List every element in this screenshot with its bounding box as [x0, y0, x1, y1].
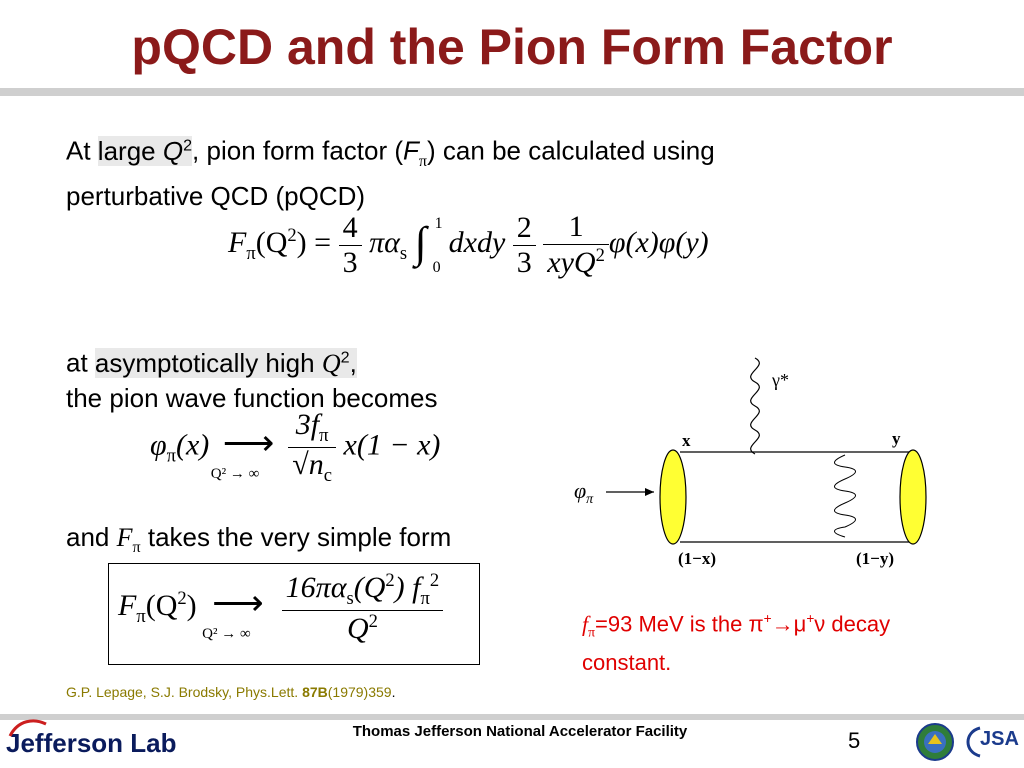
eq3-num-mid: (Q: [353, 571, 386, 604]
footer-divider: [0, 714, 1024, 720]
quark-end-left: [660, 450, 686, 544]
note-plus2: +: [806, 611, 815, 626]
page-title: pQCD and the Pion Form Factor: [131, 19, 893, 75]
eq1-arg-open: (Q: [255, 225, 288, 259]
ref-dot: .: [391, 684, 396, 700]
equation-form-factor-pqcd: [228, 210, 709, 280]
jsa-logo: [962, 722, 1022, 762]
note-plus1: +: [763, 611, 772, 626]
eq1-f3-den-text: xyQ: [547, 246, 596, 279]
ref-volume: 87B: [302, 684, 328, 700]
eq1-s-sub: s: [399, 242, 408, 264]
and-word: and: [66, 522, 117, 552]
doe-seal-icon: [915, 722, 955, 762]
diagram-phi-label: [574, 478, 594, 507]
logo-swoosh-icon: [8, 718, 48, 738]
eq2-limit-arrow: [210, 422, 281, 482]
jsa-text: JSA: [980, 728, 1019, 750]
diagram-phi: φ: [574, 478, 587, 503]
intro-large: large: [97, 135, 163, 166]
note-f-sub: π: [588, 624, 596, 640]
intro-rest2: ) can be calculated using: [427, 135, 715, 166]
logo-text: Jefferson Lab: [6, 728, 177, 758]
note-line2: constant.: [582, 649, 672, 675]
eq3-limit: Q² → ∞: [202, 626, 251, 642]
eq3-num-text: 16πα: [285, 571, 347, 604]
eq3-limit-arrow: [202, 583, 274, 642]
intro-at: At: [66, 135, 98, 166]
eq2-num-text: 3f: [295, 408, 320, 441]
y-label: y: [892, 429, 901, 448]
photon-line: [751, 358, 760, 454]
intro-q: Q: [162, 135, 184, 166]
eq2-den-sub: c: [323, 465, 333, 486]
note-text2: ν decay: [814, 611, 891, 637]
eq1-phis: φ(x)φ(y): [608, 225, 709, 259]
eq1-lhs: F: [228, 225, 247, 259]
eq2-den-text: √n: [292, 448, 324, 481]
intro-paragraph: [66, 128, 966, 213]
equation-asymptotic-form-factor: [118, 570, 443, 646]
eq1-lhs-sub: π: [246, 242, 256, 264]
asym-comma: ,: [349, 347, 357, 378]
note-text1: =93 MeV is the π: [595, 611, 764, 637]
asym-q: Q: [321, 348, 341, 378]
eq1-frac-num: 4: [339, 211, 362, 246]
eq3-den-text: Q: [346, 612, 369, 645]
footer-title: Thomas Jefferson National Accelerator Facility: [352, 723, 688, 740]
asym-line2: the pion wave function becomes: [66, 382, 438, 413]
asym-phrase: asymptotically high: [94, 347, 322, 378]
eq3-num: [282, 570, 444, 611]
jefferson-lab-logo: [6, 728, 177, 759]
intro-rest1: , pion form factor (: [192, 135, 404, 166]
asym-at: at: [66, 347, 95, 378]
and-f: F: [116, 523, 133, 552]
eq3-arrow: ⟶: [212, 583, 264, 623]
eq3-num-tail-sup: 2: [429, 570, 440, 591]
eq1-f3-num: 1: [543, 210, 609, 245]
quark-end-right: [900, 450, 926, 544]
gluon-line: [835, 455, 856, 537]
reference: [66, 684, 395, 700]
eq1-pi-alpha: πα: [369, 225, 400, 259]
ref-tail: (1979)359: [327, 684, 392, 700]
one-minus-y-label: (1−y): [856, 549, 895, 568]
eq2-phi: φ: [150, 428, 167, 462]
eq3-lhs-sub: π: [136, 605, 146, 627]
eq1-f2-num: 2: [513, 211, 536, 246]
intro-f: F: [403, 135, 419, 166]
eq1-dxdy: dxdy: [448, 225, 506, 259]
eq2-frac: [288, 408, 336, 487]
one-minus-x-label: (1−x): [678, 549, 717, 568]
eq1-f3-den: [543, 245, 609, 280]
pion-arrowhead: [645, 488, 654, 496]
eq1-f3-den-sup: 2: [595, 245, 605, 266]
eq3-num-tail-sub: π: [420, 588, 430, 609]
and-rest: takes the very simple form: [140, 522, 452, 552]
intro-line2: perturbative QCD (pQCD): [66, 180, 366, 211]
note-arrow: →μ: [771, 611, 807, 637]
decay-constant-note: [582, 604, 962, 678]
eq1-frac-1-xyq2: [543, 210, 609, 280]
asym-q-sup: 2: [340, 348, 350, 366]
eq3-num-mid-sup: 2: [385, 570, 395, 591]
eq3-den-sup: 2: [368, 611, 378, 632]
eq1-arg-close: ) =: [296, 225, 332, 259]
simple-form-line: [66, 520, 566, 565]
eq3-arg: [146, 589, 197, 622]
eq1-frac-2-3: [513, 211, 536, 280]
eq3-den: [282, 611, 444, 646]
eq1-frac-4-3: [339, 211, 362, 280]
intro-pi: π: [418, 152, 428, 170]
ref-text: G.P. Lepage, S.J. Brodsky, Phys.Lett.: [66, 684, 303, 700]
gamma-label: γ*: [772, 370, 789, 390]
eq1-int-lower: 0: [432, 259, 441, 276]
eq3-arg-close: ): [186, 588, 197, 622]
note-f: f: [582, 611, 589, 637]
intro-q-sup: 2: [183, 136, 193, 154]
eq3-arg-open: (Q: [145, 588, 178, 622]
eq3-frac: [282, 570, 444, 646]
equation-wave-function: [150, 408, 440, 487]
eq2-num: [288, 408, 336, 448]
eq1-f2-den: 3: [516, 245, 532, 279]
eq2-tail: x(1 − x): [343, 428, 441, 462]
eq2-arg: (x): [176, 428, 210, 462]
asymptotic-paragraph: [66, 340, 586, 415]
eq3-num-tail: ) f: [394, 571, 421, 604]
eq2-arrow: ⟶: [222, 422, 275, 463]
eq1-int-upper: 1: [434, 215, 443, 232]
eq3-lhs: F: [118, 588, 137, 622]
title-divider: [0, 88, 1024, 96]
x-label: x: [682, 431, 691, 450]
eq1-int-sign: ∫: [414, 218, 427, 267]
eq2-den: [288, 448, 336, 487]
eq1-integral: [415, 215, 449, 275]
eq2-num-sub: π: [319, 425, 329, 446]
pion-diagram: [560, 350, 960, 580]
eq2-limit: Q² → ∞: [210, 465, 260, 482]
intro-large-q: [98, 136, 192, 166]
eq1-arg: [256, 226, 331, 259]
eq1-frac-den: 3: [342, 245, 358, 279]
page-number: 5: [848, 728, 861, 753]
asym-highlight: [95, 348, 357, 378]
eq1-arg-sup: 2: [287, 224, 297, 246]
eq3-num-sub: s: [346, 588, 354, 609]
eq3-arg-sup: 2: [177, 587, 187, 609]
and-pi: π: [132, 539, 141, 557]
eq2-phi-sub: π: [166, 445, 176, 467]
diagram-phi-sub: π: [586, 492, 594, 507]
